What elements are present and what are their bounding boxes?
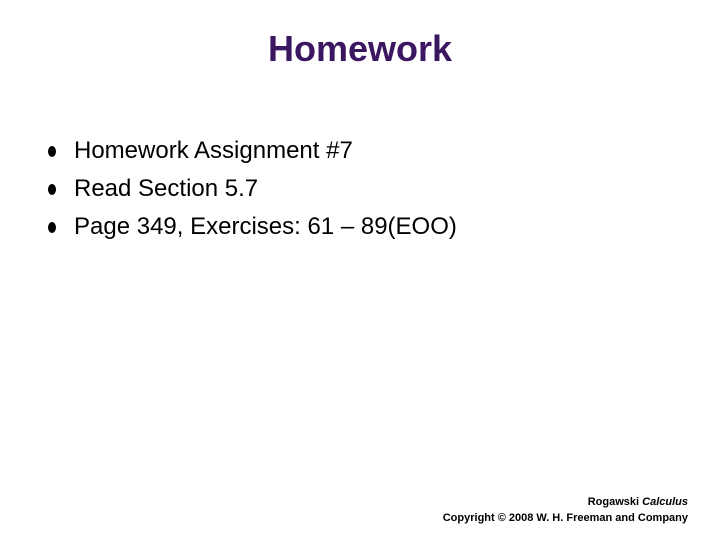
footer-book-title: Calculus bbox=[642, 496, 688, 508]
bullet-dot-icon bbox=[48, 222, 56, 233]
bullet-dot-icon bbox=[48, 146, 56, 157]
bullet-text: Read Section 5.7 bbox=[74, 175, 259, 202]
footer-copyright: Copyright © 2008 W. H. Freeman and Company bbox=[442, 512, 688, 524]
bullet-dot-icon bbox=[48, 184, 56, 195]
footer-credit bbox=[443, 494, 688, 510]
bullet-item bbox=[48, 132, 457, 170]
footer bbox=[443, 494, 688, 526]
bullet-list bbox=[48, 132, 457, 246]
footer-author: Rogawski bbox=[587, 496, 640, 508]
bullet-item bbox=[48, 170, 457, 208]
bullet-item bbox=[48, 208, 457, 246]
bullet-text: Page 349, Exercises: 61 – 89(EOO) bbox=[74, 213, 457, 240]
slide-title: Homework bbox=[267, 28, 453, 69]
bullet-text: Homework Assignment #7 bbox=[74, 137, 353, 164]
